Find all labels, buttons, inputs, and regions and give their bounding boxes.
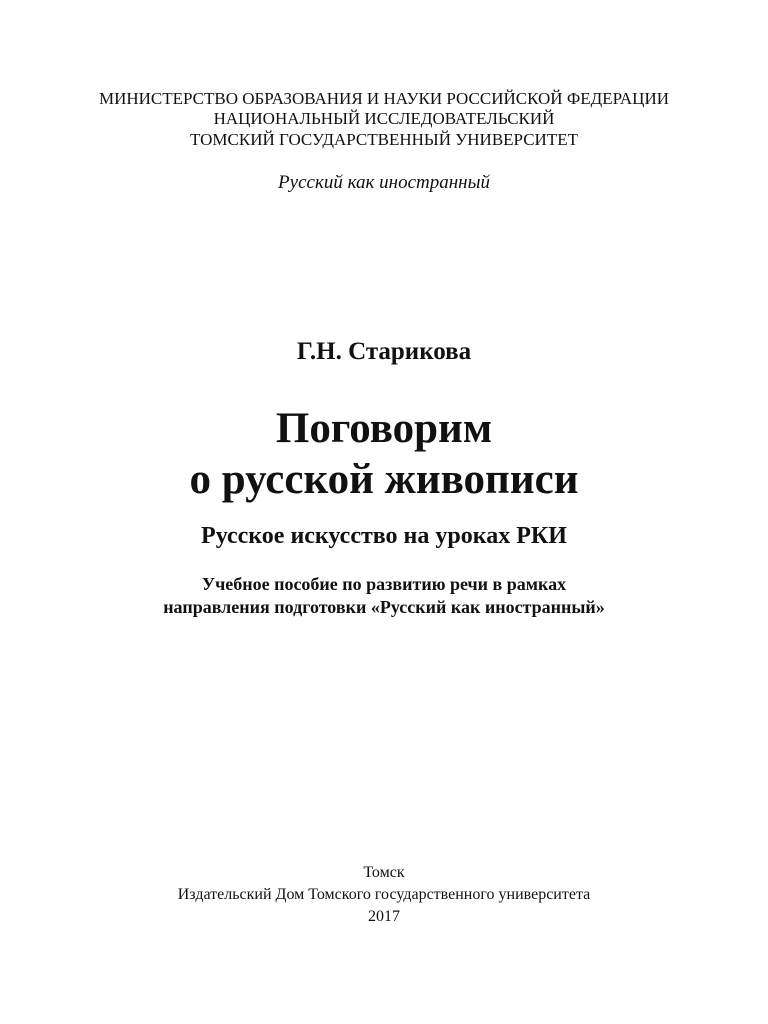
university-name-line-2: ТОМСКИЙ ГОСУДАРСТВЕННЫЙ УНИВЕРСИТЕТ	[190, 130, 578, 149]
publication-city: Томск	[363, 864, 405, 881]
series-name: Русский как иностранный	[278, 172, 490, 193]
ministry-name: МИНИСТЕРСТВО ОБРАЗОВАНИЯ И НАУКИ РОССИЙСКОЙ ФЕДЕРАЦИИ	[98, 89, 670, 108]
book-subtitle: Русское искусство на уроках РКИ	[201, 523, 567, 549]
book-description-line-1: Учебное пособие по развитию речи в рамках	[201, 574, 567, 594]
author-name: Г.Н. Старикова	[296, 338, 472, 365]
book-title-line-2: о русской живописи	[189, 456, 579, 503]
publication-year: 2017	[368, 908, 400, 925]
university-name-line-1: НАЦИОНАЛЬНЫЙ ИССЛЕДОВАТЕЛЬСКИЙ	[213, 109, 555, 128]
publisher-name: Издательский Дом Томского государственного университета	[177, 886, 591, 903]
book-title-line-1: Поговорим	[275, 405, 493, 452]
book-description-line-2: направления подготовки «Русский как иностранный»	[163, 597, 605, 617]
